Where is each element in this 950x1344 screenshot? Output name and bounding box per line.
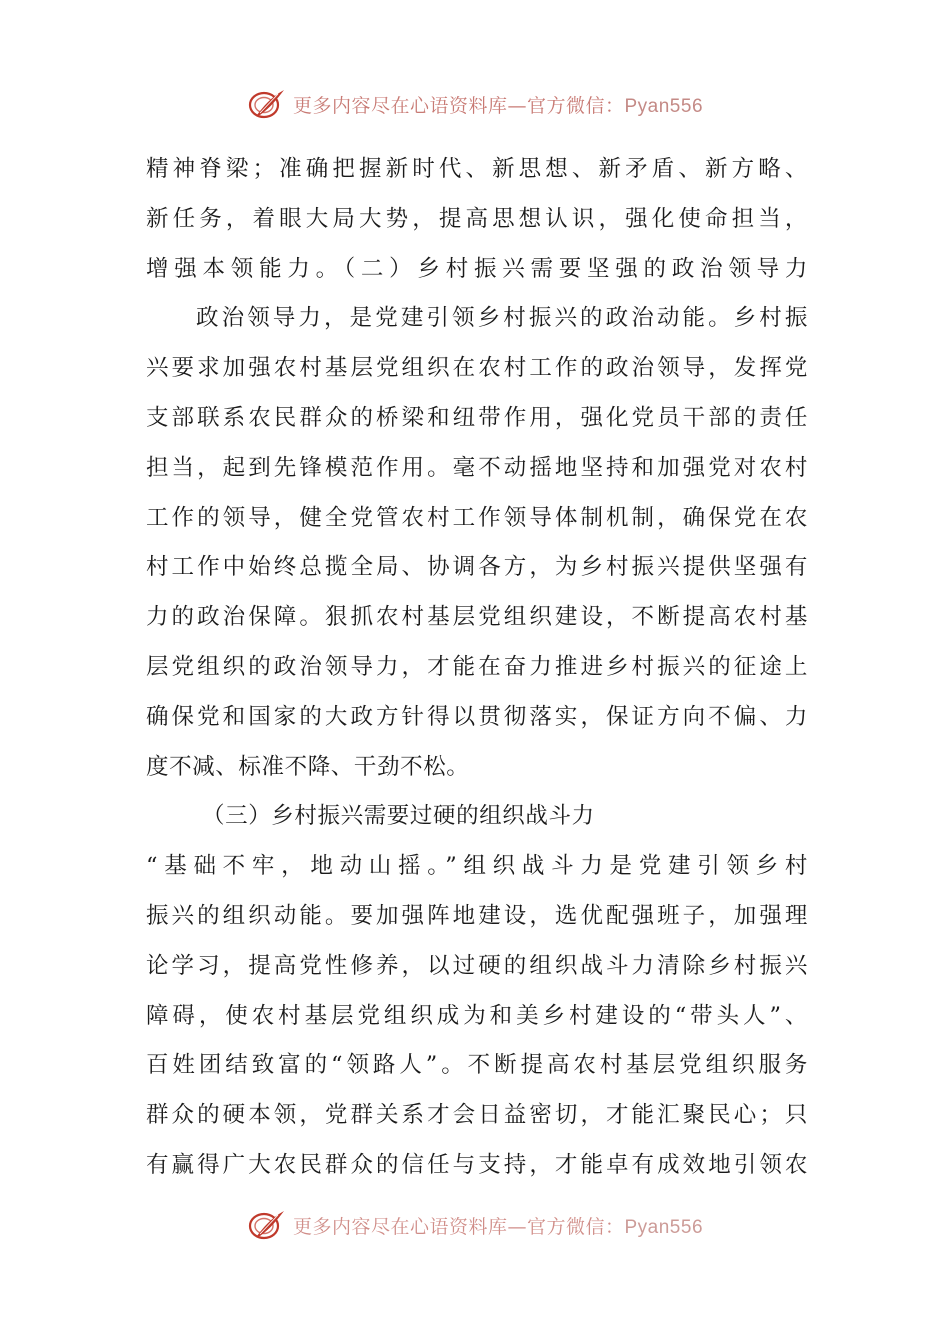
text-line: 度不减、标准不降、干劲不松。: [146, 753, 470, 780]
text-line: 障碍，使农村基层党组织成为和美乡村建设的“带头人”、: [146, 1002, 808, 1029]
text-line: （三）乡村振兴需要过硬的组织战斗力: [202, 803, 595, 830]
page-footer-banner: [0, 1205, 950, 1245]
text-line: 有赢得广大农民群众的信任与支持，才能卓有成效地引领农: [146, 1151, 808, 1178]
text-line: 振兴的组织动能。要加强阵地建设，选优配强班子，加强理: [146, 902, 808, 929]
footer-banner-text: 更多内容尽在心语资料库—官方微信：Pyan556: [292, 1215, 704, 1238]
text-line: 群众的硬本领，党群关系才会日益密切，才能汇聚民心；只: [146, 1102, 808, 1129]
text-line: 力的政治保障。狠抓农村基层党组织建设，不断提高农村基: [146, 604, 808, 631]
text-line: 确保党和国家的大政方针得以贯彻落实，保证方向不偏、力: [146, 703, 808, 730]
header-banner-text: 更多内容尽在心语资料库—官方微信：Pyan556: [292, 94, 704, 117]
document-body: [146, 145, 808, 1191]
text-line: 兴要求加强农村基层党组织在农村工作的政治领导，发挥党: [146, 355, 808, 382]
text-line: “基础不牢，地动山摇。”组织战斗力是党建引领乡村: [146, 853, 808, 880]
text-line: 工作的领导，健全党管农村工作领导体制机制，确保党在农: [146, 504, 808, 531]
text-line: 论学习，提高党性修养，以过硬的组织战斗力清除乡村振兴: [146, 952, 808, 979]
text-line: 增强本领能力。（二）乡村振兴需要坚强的政治领导力: [146, 255, 808, 282]
text-line: 百姓团结致富的“领路人”。不断提高农村基层党组织服务: [146, 1052, 808, 1079]
quill-pen-logo-icon: [247, 87, 287, 121]
text-line: 层党组织的政治领导力，才能在奋力推进乡村振兴的征途上: [146, 653, 808, 680]
text-line: 新任务，着眼大局大势，提高思想认识，强化使命担当，: [146, 205, 808, 232]
page-header-banner: [0, 84, 950, 124]
text-line: 担当，起到先锋模范作用。毫不动摇地坚持和加强党对农村: [146, 454, 808, 481]
quill-pen-logo-icon: [247, 1208, 287, 1242]
text-line: 精神脊梁；准确把握新时代、新思想、新矛盾、新方略、: [146, 156, 808, 182]
text-line: 村工作中始终总揽全局、协调各方，为乡村振兴提供坚强有: [146, 554, 808, 581]
text-line: 政治领导力，是党建引领乡村振兴的政治动能。乡村振: [196, 305, 808, 332]
text-line: 支部联系农民群众的桥梁和纽带作用，强化党员干部的责任: [146, 404, 808, 431]
